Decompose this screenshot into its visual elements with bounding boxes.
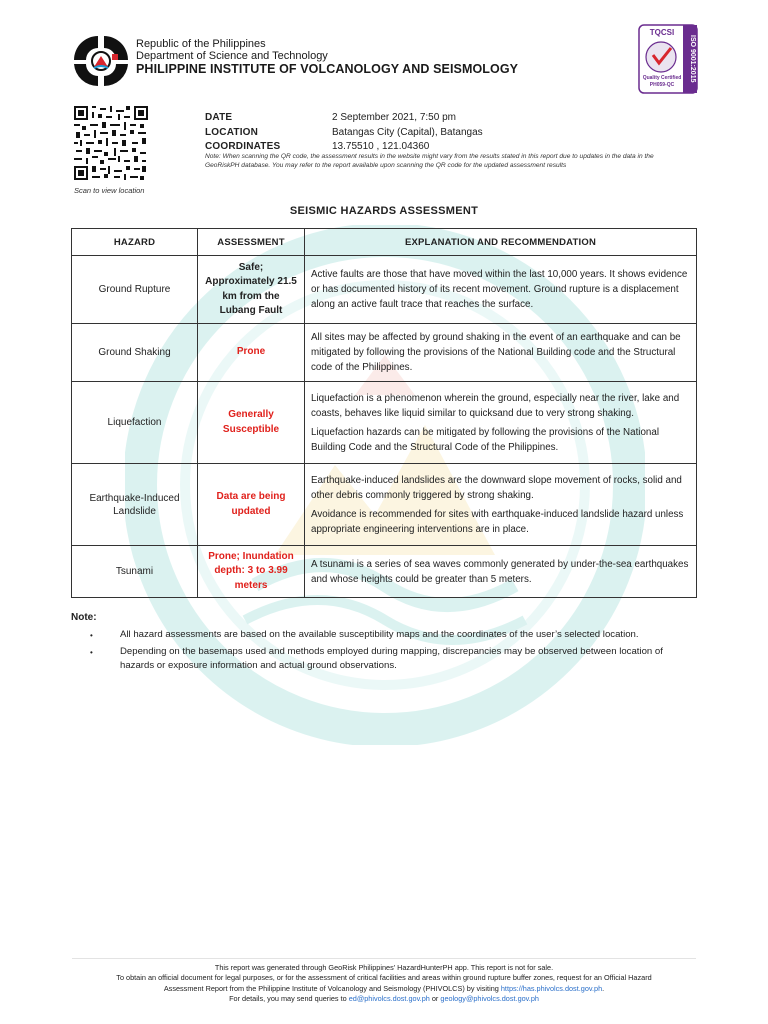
section-title: SEISMIC HAZARDS ASSESSMENT xyxy=(289,205,479,217)
notes-heading: Note: xyxy=(71,612,97,623)
agency-name-block xyxy=(136,38,518,77)
assessment-value: Prone xyxy=(198,324,305,382)
hazard-table xyxy=(71,228,697,598)
table-row xyxy=(72,256,697,324)
hazard-name: Ground Shaking xyxy=(72,324,198,382)
hazard-name: Tsunami xyxy=(72,546,198,598)
table-header-row xyxy=(72,229,697,256)
date-label: DATE xyxy=(205,112,233,123)
explanation-paragraph: All sites may be affected by ground shaking in the event of an earthquake and can be mitigated by following the provisions of the National Building code and the Structural code of the Philippines. xyxy=(311,332,681,373)
coordinates-label: COORDINATES xyxy=(205,141,281,152)
explanation-paragraph: Avoidance is recommended for sites with earthquake-induced landslide hazard unless appropriate engineering interventions are in place. xyxy=(311,508,684,535)
explanation-paragraph: Active faults are those that have moved within the last 10,000 years. It shows evidence or has documented history of its recent movement. Ground rupture is a displacement along an active fault trace that reaches the surface. xyxy=(311,269,688,310)
iso-certification-badge xyxy=(638,24,698,94)
header-explanation: EXPLANATION AND RECOMMENDATION xyxy=(305,229,697,256)
explanation-cell xyxy=(305,256,697,324)
footer-line-1: This report was generated through GeoRisk Philippines’ HazardHunterPH app. This report is not for sale. xyxy=(214,963,554,972)
iso-standard: ISO 9001:2015 xyxy=(689,35,696,83)
agency-line-department: Department of Science and Technology xyxy=(136,50,328,62)
date-value: 2 September 2021, 7:50 pm xyxy=(332,112,456,123)
footer-line-3b: or xyxy=(431,993,439,1003)
explanation-cell xyxy=(305,546,697,598)
agency-line-republic: Republic of the Philippines xyxy=(136,38,266,50)
explanation-paragraph: Liquefaction hazards can be mitigated by following the provisions of the National Building Code and the Structural Code of the Philippines. xyxy=(311,426,660,453)
location-value: Batangas City (Capital), Batangas xyxy=(332,126,483,138)
iso-caption: Quality Certified xyxy=(642,75,682,81)
footer-line-2b: Assessment Report from the Philippine Institute of Volcanology and Seismology (PHIVOLCS) by visiting xyxy=(163,983,499,993)
list-item: • All hazard assessments are based on the available susceptibility maps and the coordinates of the user’s selected location. xyxy=(90,628,690,643)
explanation-paragraph: Earthquake-induced landslides are the downward slope movement of rocks, solid and other debris commonly triggered by strong shaking. xyxy=(311,474,682,501)
iso-brand: TQCSI xyxy=(649,28,675,37)
notes-list xyxy=(90,628,690,676)
footer-divider xyxy=(72,958,696,959)
footer xyxy=(60,963,708,1004)
agency-line-institute: PHILIPPINE INSTITUTE OF VOLCANOLOGY AND SEISMOLOGY xyxy=(136,62,519,76)
explanation-paragraph: A tsunami is a series of sea waves commonly generated by under-the-sea earthquakes and whose heights could be greater than 5 meters. xyxy=(311,558,689,585)
location-label: LOCATION xyxy=(205,126,259,138)
header-hazard: HAZARD xyxy=(72,229,198,256)
iso-code: PH059-QC xyxy=(649,82,675,88)
qr-code-icon[interactable] xyxy=(74,106,148,180)
assessment-value: Prone; Inundation depth: 3 to 3.99 meters xyxy=(198,546,305,598)
header-assessment: ASSESSMENT xyxy=(198,229,305,256)
explanation-cell xyxy=(305,324,697,382)
assessment-value: Data are being updated xyxy=(198,464,305,546)
hazard-name: Liquefaction xyxy=(72,382,198,464)
footer-line-2 xyxy=(60,984,708,994)
hazard-name: Earthquake-Induced Landslide xyxy=(72,464,198,546)
assessment-value: Safe; Approximately 21.5 km from the Lubang Fault xyxy=(198,256,305,324)
footer-line-2c: . xyxy=(602,983,605,993)
qr-caption: Scan to view location xyxy=(74,186,145,195)
table-row xyxy=(72,324,697,382)
explanation-cell xyxy=(305,382,697,464)
table-row xyxy=(72,546,697,598)
table-row xyxy=(72,382,697,464)
explanation-paragraph: Liquefaction is a phenomenon wherein the ground, especially near the river, lake and coasts, behaves like liquid similar to quicksand due to very strong shaking. xyxy=(311,392,680,419)
hazard-name: Ground Rupture xyxy=(72,256,198,324)
qr-update-note: Note: When scanning the QR code, the assessment results in the website might vary from the results stated in this report due to updates in the data in the GeoRiskPH database. You may refer to the report available upon scanning the QR code for the updated assessment results xyxy=(205,153,654,169)
ed-email-link[interactable]: ed@phivolcs.dost.gov.ph xyxy=(348,993,430,1003)
footer-line-3a: For details, you may send queries to xyxy=(229,993,347,1003)
coordinates-value: 13.75510 , 121.04360 xyxy=(332,141,430,152)
assessment-value: Generally Susceptible xyxy=(198,382,305,464)
table-row xyxy=(72,464,697,546)
hazard-assessment-service-link[interactable]: https://has.phivolcs.dost.gov.ph xyxy=(500,983,603,993)
list-item: • Depending on the basemaps used and methods employed during mapping, discrepancies may be observed between location of hazards or exposure information and actual ground observations. xyxy=(90,645,690,674)
footer-line-3 xyxy=(60,994,708,1004)
phivolcs-logo xyxy=(72,34,130,88)
footer-line-2a: To obtain an official document for legal purposes, or for the assessment of critical facilities and areas within ground rupture buffer zones, request for an Official Hazard xyxy=(116,973,652,983)
geology-email-link[interactable]: geology@phivolcs.dost.gov.ph xyxy=(440,993,539,1003)
explanation-cell xyxy=(305,464,697,546)
